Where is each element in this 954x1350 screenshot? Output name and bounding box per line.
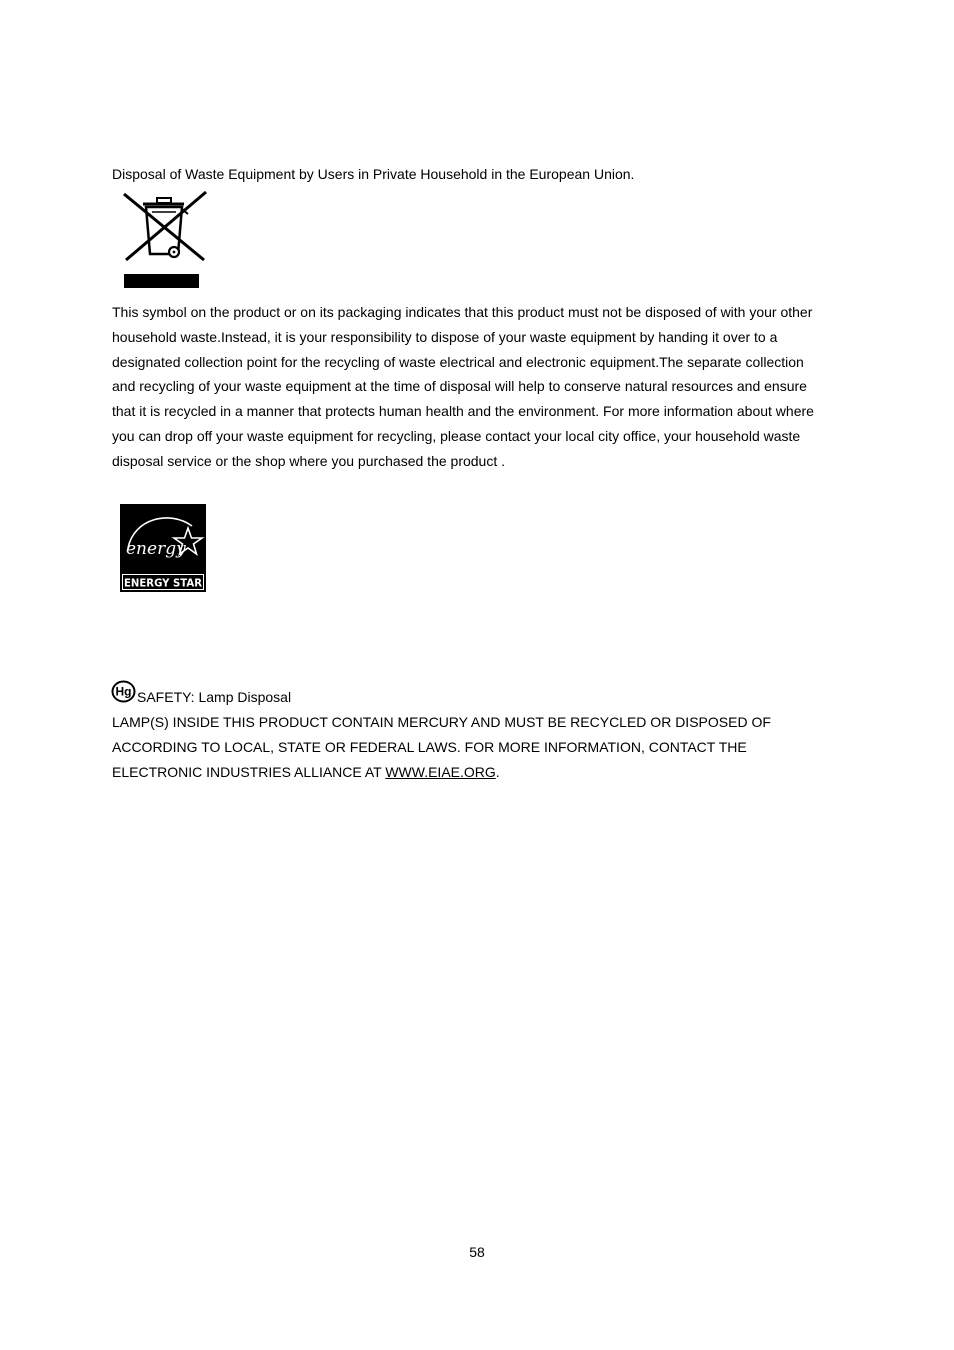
paragraph-line: designated collection point for the recycling of waste electrical and electronic equipment.The separate collection xyxy=(112,353,804,370)
disposal-paragraph xyxy=(112,300,814,474)
lamp-disposal-title: SAFETY: Lamp Disposal xyxy=(137,689,292,705)
crossed-out-wheelie-bin-icon xyxy=(118,190,210,292)
paragraph-line: household waste.Instead, it is your responsibility to dispose of your waste equipment by handing it over to a xyxy=(112,328,778,345)
energy-star-logo xyxy=(120,504,206,592)
hg-icon-text: Hg xyxy=(115,684,132,699)
paragraph-line: This symbol on the product or on its packaging indicates that this product must not be disposed of with your other xyxy=(112,304,813,320)
eiae-website-link[interactable]: WWW.EIAE.ORG xyxy=(385,763,496,780)
mercury-hg-icon xyxy=(111,680,137,704)
page-number: 58 xyxy=(469,1244,485,1260)
intro-heading: Disposal of Waste Equipment by Users in Private Household in the European Union. xyxy=(112,166,635,182)
paragraph-line: disposal service or the shop where you purchased the product . xyxy=(112,452,506,469)
energy-script-text: energy xyxy=(126,539,186,559)
energy-star-label: ENERGY STAR xyxy=(124,576,203,590)
paragraph-line: and recycling of your waste equipment at the time of disposal will help to conserve natural resources and ensure xyxy=(112,378,807,395)
notice-line-suffix: . xyxy=(495,763,500,780)
paragraph-line: that it is recycled in a manner that protects human health and the environment. For more information about where xyxy=(112,403,814,420)
notice-line-prefix: ELECTRONIC INDUSTRIES ALLIANCE AT xyxy=(112,763,386,780)
notice-line xyxy=(112,760,771,785)
notice-line: LAMP(S) INSIDE THIS PRODUCT CONTAIN MERCURY AND MUST BE RECYCLED OR DISPOSED OF xyxy=(112,714,771,730)
lamp-disposal-notice xyxy=(112,710,771,784)
notice-line: ACCORDING TO LOCAL, STATE OR FEDERAL LAWS. FOR MORE INFORMATION, CONTACT THE xyxy=(112,738,747,755)
paragraph-line: you can drop off your waste equipment for recycling, please contact your local city office, your household waste xyxy=(112,427,801,444)
